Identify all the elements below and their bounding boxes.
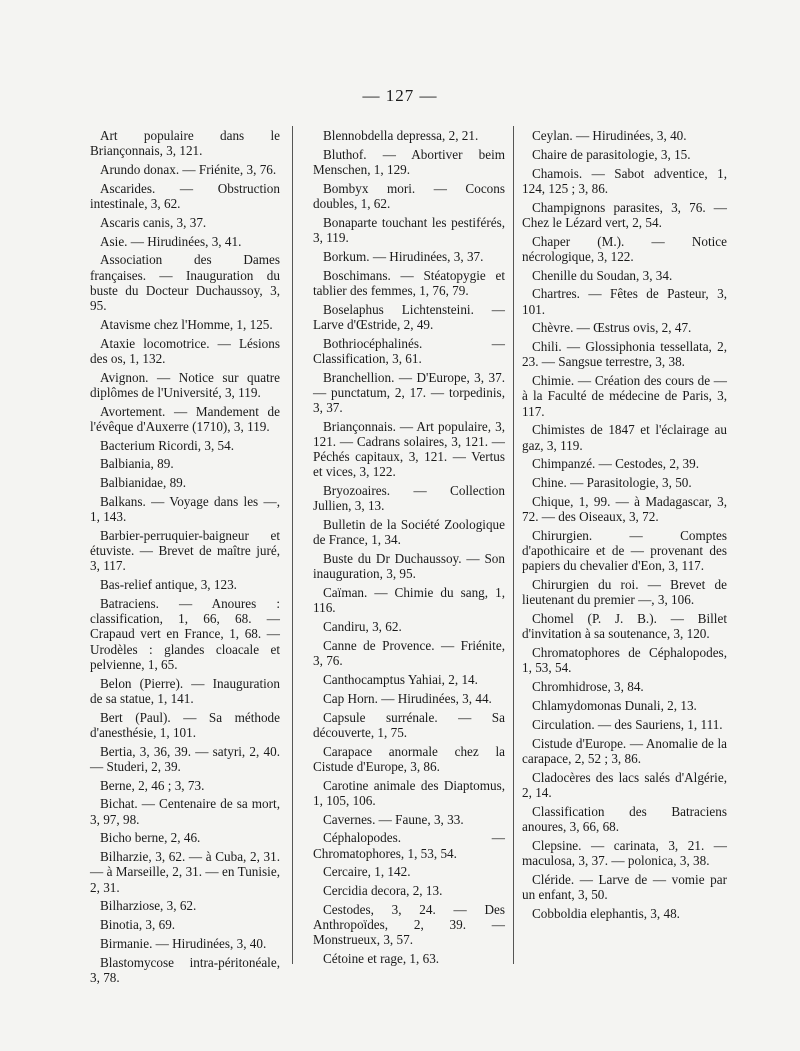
index-column-1 (90, 128, 280, 989)
index-entry: Bert (Paul). — Sa méthode d'anesthésie, 1, 101. (90, 709, 280, 740)
index-entry: Bluthof. — Abortiver beim Menschen, 1, 129. (313, 146, 505, 177)
index-entry: Bacterium Ricordi, 3, 54. (100, 437, 235, 453)
index-entry: Chimpanzé. — Cestodes, 2, 39. (532, 456, 700, 472)
index-entry: Chamois. — Sabot adventice, 1, 124, 125 ; 3, 86. (522, 165, 727, 196)
index-entry: Atavisme chez l'Homme, 1, 125. (100, 316, 273, 332)
index-entry: Ascarides. — Obstruction intestinale, 3, 62. (90, 180, 280, 211)
index-entry: Bulletin de la Société Zoologique de France, 1, 34. (313, 517, 505, 548)
index-entry: Céphalopodes. — Chromatophores, 1, 53, 54. (313, 830, 505, 861)
index-entry: Chèvre. — Œstrus ovis, 2, 47. (532, 320, 692, 336)
index-entry: Canne de Provence. — Friénite, 3, 76. (313, 638, 505, 669)
index-entry: Ceylan. — Hirudinées, 3, 40. (532, 128, 687, 143)
index-entry: Balbianidae, 89. (100, 475, 187, 491)
index-entry: Bichat. — Centenaire de sa mort, 3, 97, 98. (90, 796, 280, 827)
index-entry: Chaper (M.). — Notice nécrologique, 3, 122. (522, 233, 727, 264)
index-entry: Bilharziose, 3, 62. (100, 898, 197, 914)
index-entry: Association des Dames françaises. — Inauguration du buste du Docteur Duchaussoy, 3, 95. (90, 252, 280, 313)
index-entry: Chine. — Parasitologie, 3, 50. (532, 475, 692, 491)
index-entry: Cap Horn. — Hirudinées, 3, 44. (323, 690, 492, 706)
index-entry: Batraciens. — Anoures : classification, 1, 66, 68. — Crapaud vert en France, 1, 68. — Urodèles : glandes cloacale et pelvienne, 1, 65. (90, 595, 280, 672)
index-entry: Bombyx mori. — Cocons doubles, 1, 62. (313, 180, 505, 211)
index-entry: Cercaire, 1, 142. (323, 864, 411, 880)
index-entry: Arundo donax. — Friénite, 3, 76. (100, 162, 277, 177)
index-entry: Capsule surrénale. — Sa découverte, 1, 75. (313, 709, 505, 740)
index-entry: Avignon. — Notice sur quatre diplômes de l'Université, 3, 119. (90, 369, 280, 400)
index-entry: Ascaris canis, 3, 37. (100, 214, 207, 230)
index-entry: Blennobdella depressa, 2, 21. (323, 128, 479, 143)
index-entry: Cercidia decora, 2, 13. (323, 883, 443, 899)
index-entry: Circulation. — des Sauriens, 1, 111. (532, 716, 723, 732)
index-entry: Clepsine. — carinata, 3, 21. — maculosa, 3, 37. — polonica, 3, 38. (522, 837, 727, 868)
index-entry: Candiru, 3, 62. (323, 619, 402, 635)
index-entry: Borkum. — Hirudinées, 3, 37. (323, 248, 484, 264)
index-entry: Champignons parasites, 3, 76. — Chez le Lézard vert, 2, 54. (522, 199, 727, 230)
index-entry: Cétoine et rage, 1, 63. (323, 951, 440, 967)
index-entry: Chartres. — Fêtes de Pasteur, 3, 101. (522, 286, 727, 317)
column-divider (292, 126, 293, 964)
page-number: — 127 — (362, 86, 438, 105)
index-entry: Berne, 2, 46 ; 3, 73. (100, 777, 205, 793)
index-entry: Chromatophores de Céphalopodes, 1, 53, 54. (522, 645, 727, 676)
index-entry: Bas-relief antique, 3, 123. (100, 577, 237, 593)
index-entry: Bonaparte touchant les pestiférés, 3, 119. (313, 214, 505, 245)
index-entry: Carapace anormale chez la Cistude d'Europe, 3, 86. (313, 743, 505, 774)
index-entry: Branchellion. — D'Europe, 3, 37. — punctatum, 2, 17. — torpedinis, 3, 37. (313, 369, 505, 415)
index-entry: Chili. — Glossiphonia tessellata, 2, 23. — Sangsue terrestre, 3, 38. (522, 339, 727, 370)
index-entry: Barbier-perruquier-baigneur et étuviste. — Brevet de maître juré, 3, 117. (90, 527, 280, 574)
index-column-3 (522, 128, 727, 924)
index-entry: Chlamydomonas Dunali, 2, 13. (532, 697, 697, 713)
index-entry: Buste du Dr Duchaussoy. — Son inauguration, 3, 95. (313, 551, 505, 582)
index-entry: Balbiania, 89. (100, 456, 174, 472)
index-entry: Bothriocéphalinés. — Classification, 3, 61. (313, 335, 505, 366)
index-entry: Cobboldia elephantis, 3, 48. (532, 905, 680, 921)
index-entry: Blastomycose intra-péritonéale, 3, 78. (90, 954, 280, 985)
index-entry: Bilharzie, 3, 62. — à Cuba, 2, 31. — à Marseille, 2, 31. — en Tunisie, 2, 31. (90, 849, 280, 895)
index-entry: Canthocamptus Yahiai, 2, 14. (323, 672, 478, 687)
index-entry: Caïman. — Chimie du sang, 1, 116. (313, 585, 505, 616)
index-entry: Chique, 1, 99. — à Madagascar, 3, 72. — des Oiseaux, 3, 72. (522, 493, 727, 525)
index-entry: Cestodes, 3, 24. — Des Anthropoïdes, 2, 39. — Monstrueux, 3, 57. (313, 901, 505, 948)
index-entry: Art populaire dans le Briançonnais, 3, 121. (90, 128, 280, 159)
index-entry: Chirurgien. — Comptes d'apothicaire et de — provenant des papiers du chevalier d'Eon, 3, 117. (522, 527, 727, 574)
index-entry: Chomel (P. J. B.). — Billet d'invitation à sa soutenance, 3, 120. (522, 611, 727, 642)
index-entry: Avortement. — Mandement de l'évêque d'Auxerre (1710), 3, 119. (90, 403, 280, 434)
index-entry: Boschimans. — Stéatopygie et tablier des femmes, 1, 76, 79. (313, 267, 505, 298)
index-entry: Cladocères des lacs salés d'Algérie, 2, 14. (522, 769, 727, 800)
index-entry: Cléride. — Larve de — vomie par un enfant, 3, 50. (522, 871, 727, 902)
index-entry: Cavernes. — Faune, 3, 33. (323, 811, 464, 827)
index-entry: Birmanie. — Hirudinées, 3, 40. (100, 935, 267, 951)
index-entry: Carotine animale des Diaptomus, 1, 105, 106. (313, 777, 505, 808)
index-entry: Briançonnais. — Art populaire, 3, 121. — Cadrans solaires, 3, 121. — Péchés capitaux, 3, 121. — Vertus et vices, 3, 122. (313, 418, 505, 480)
index-entry: Boselaphus Lichtensteini. — Larve d'Œstride, 2, 49. (313, 301, 505, 332)
index-entry: Chimie. — Création des cours de — à la Faculté de médecine de Paris, 3, 117. (522, 373, 727, 419)
column-divider (513, 126, 514, 964)
index-entry: Ataxie locomotrice. — Lésions des os, 1, 132. (90, 335, 280, 366)
index-entry: Asie. — Hirudinées, 3, 41. (100, 233, 242, 249)
index-entry: Chenille du Soudan, 3, 34. (532, 267, 673, 283)
index-entry: Cistude d'Europe. — Anomalie de la carapace, 2, 52 ; 3, 86. (522, 735, 727, 766)
index-entry: Balkans. — Voyage dans les —, 1, 143. (90, 493, 280, 525)
index-entry: Binotia, 3, 69. (100, 917, 176, 933)
index-entry: Chromhidrose, 3, 84. (532, 679, 644, 695)
index-column-2 (313, 128, 505, 970)
index-entry: Chimistes de 1847 et l'éclairage au gaz, 3, 119. (522, 422, 727, 453)
index-entry: Bryozoaires. — Collection Jullien, 3, 13. (313, 483, 505, 514)
index-entry: Bertia, 3, 36, 39. — satyri, 2, 40. — Studeri, 2, 39. (90, 743, 280, 774)
index-entry: Bicho berne, 2, 46. (100, 830, 201, 846)
index-entry: Chirurgien du roi. — Brevet de lieutenant du premier —, 3, 106. (522, 577, 727, 608)
index-entry: Belon (Pierre). — Inauguration de sa statue, 1, 141. (90, 675, 280, 706)
index-entry: Chaire de parasitologie, 3, 15. (532, 146, 691, 162)
index-entry: Classification des Batraciens anoures, 3, 66, 68. (522, 803, 727, 834)
